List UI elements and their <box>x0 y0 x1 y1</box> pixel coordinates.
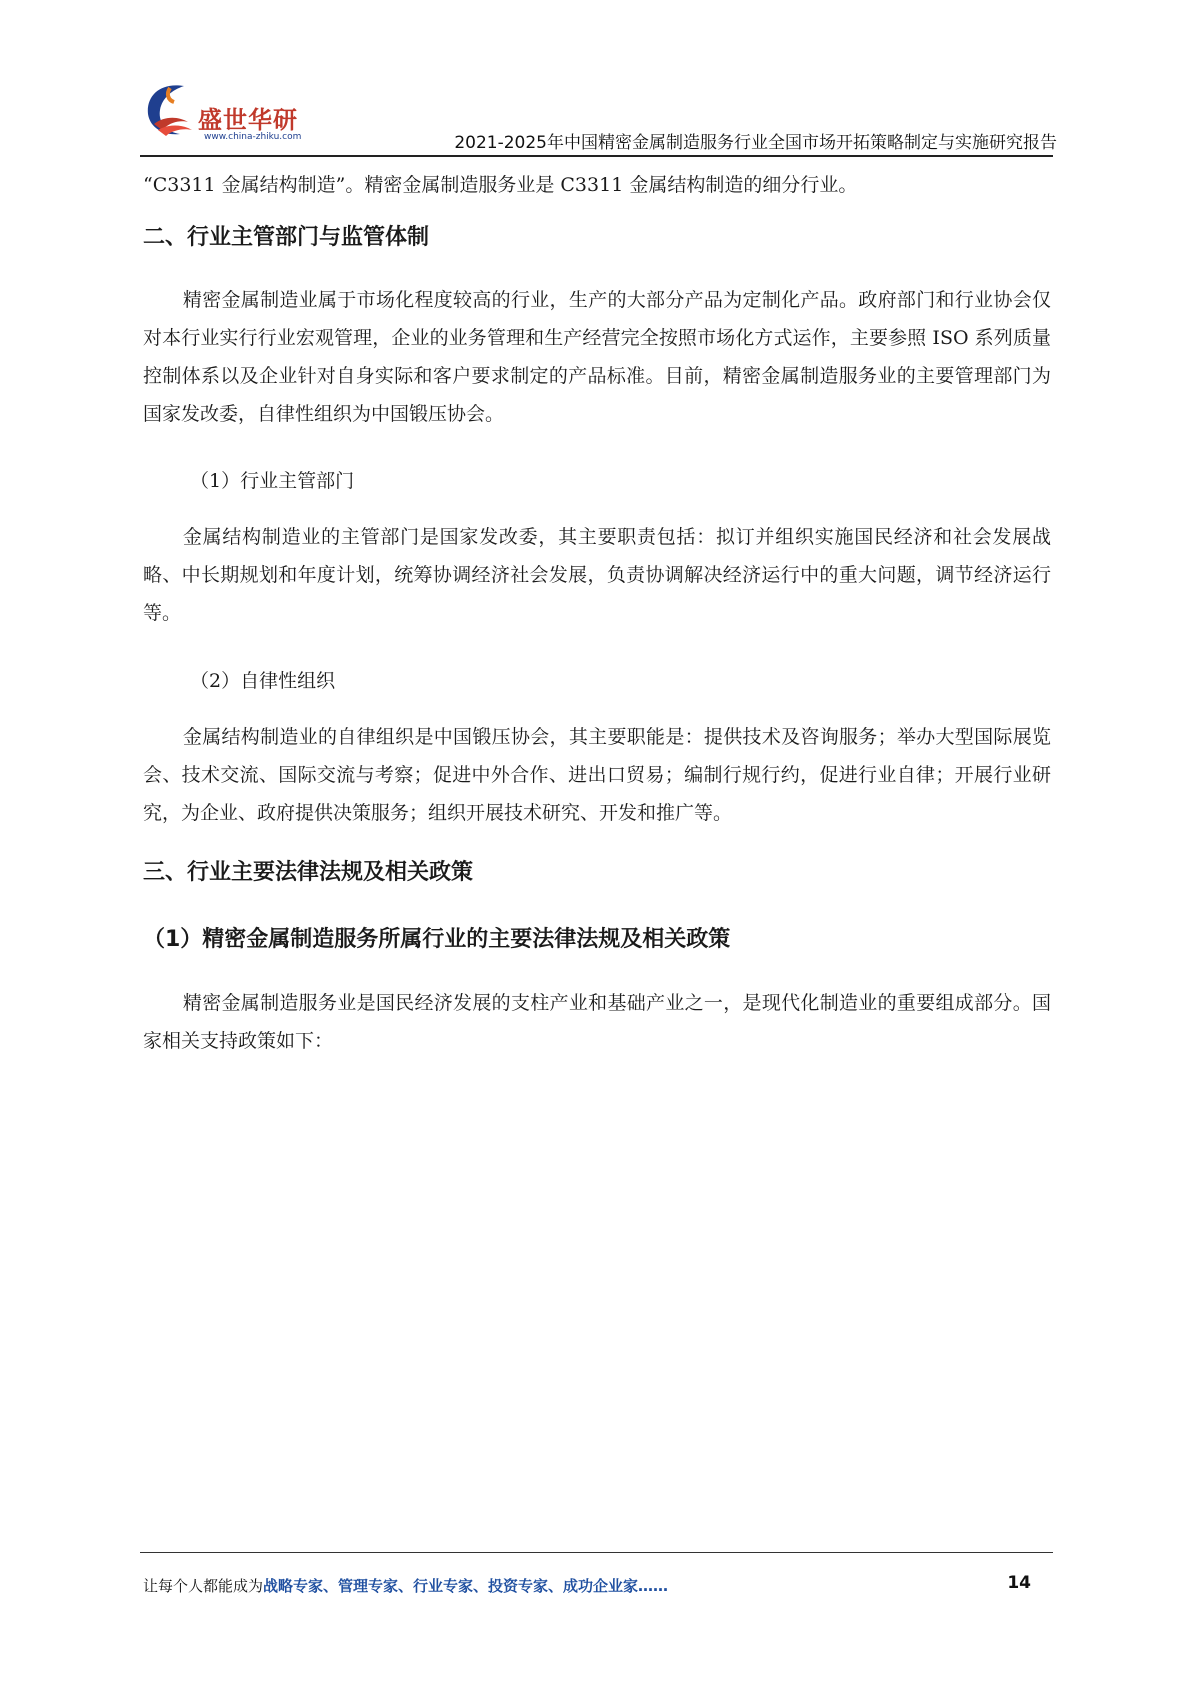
footer-slogan-highlight: 战略专家、管理专家、行业专家、投资专家、成功企业家…… <box>263 1577 669 1595</box>
page-number: 14 <box>1007 1573 1031 1593</box>
report-title: 2021-2025年中国精密金属制造服务行业全国市场开拓策略制定与实施研究报告 <box>454 133 1057 153</box>
paragraph-policies: 精密金属制造服务业是国民经济发展的支柱产业和基础产业之一，是现代化制造业的重要组成部分。国家相关支持政策如下： <box>143 992 1051 1052</box>
subheading-authority: （1）行业主管部门 <box>190 470 355 492</box>
logo-emblem-icon <box>140 80 204 142</box>
footer-divider <box>140 1552 1053 1553</box>
section-heading-2: 二、行业主管部门与监管体制 <box>143 225 430 250</box>
paragraph-authority: 金属结构制造业的主管部门是国家发改委，其主要职责包括：拟订并组织实施国民经济和社会发展战略、中长期规划和年度计划，统筹协调经济社会发展，负责协调解决经济运行中的重大问题，调节经济运行等。 <box>143 526 1051 624</box>
brand-url: www.china-zhiku.com <box>204 132 302 142</box>
footer-slogan-prefix: 让每个人都能成为 <box>143 1577 264 1595</box>
footer-slogan <box>143 1575 668 1596</box>
brand-name: 盛世华研 <box>198 106 298 134</box>
subsection-heading-3-1: （1）精密金属制造服务所属行业的主要法律法规及相关政策 <box>143 927 731 952</box>
section-heading-3: 三、行业主要法律法规及相关政策 <box>143 860 474 885</box>
header-divider <box>140 155 1053 157</box>
company-logo <box>140 80 310 150</box>
subheading-self-regulatory: （2）自律性组织 <box>190 670 336 692</box>
paragraph-self-regulatory: 金属结构制造业的自律组织是中国锻压协会，其主要职能是：提供技术及咨询服务；举办大型国际展览会、技术交流、国际交流与考察；促进中外合作、进出口贸易；编制行规行约，促进行业自律；开展行业研究，为企业、政府提供决策服务；组织开展技术研究、开发和推广等。 <box>143 726 1051 824</box>
paragraph-continued: “C3311 金属结构制造”。精密金属制造服务业是 C3311 金属结构制造的细分行业。 <box>143 174 858 196</box>
paragraph-regulation: 精密金属制造业属于市场化程度较高的行业，生产的大部分产品为定制化产品。政府部门和行业协会仅对本行业实行行业宏观管理，企业的业务管理和生产经营完全按照市场化方式运作，主要参照 ISO 系列质量控制体系以及企业针对自身实际和客户要求制定的产品标准。目前，精密金属制造服务业的主要管理部门为国家发改委，自律性组织为中国锻压协会。 <box>143 289 1051 425</box>
